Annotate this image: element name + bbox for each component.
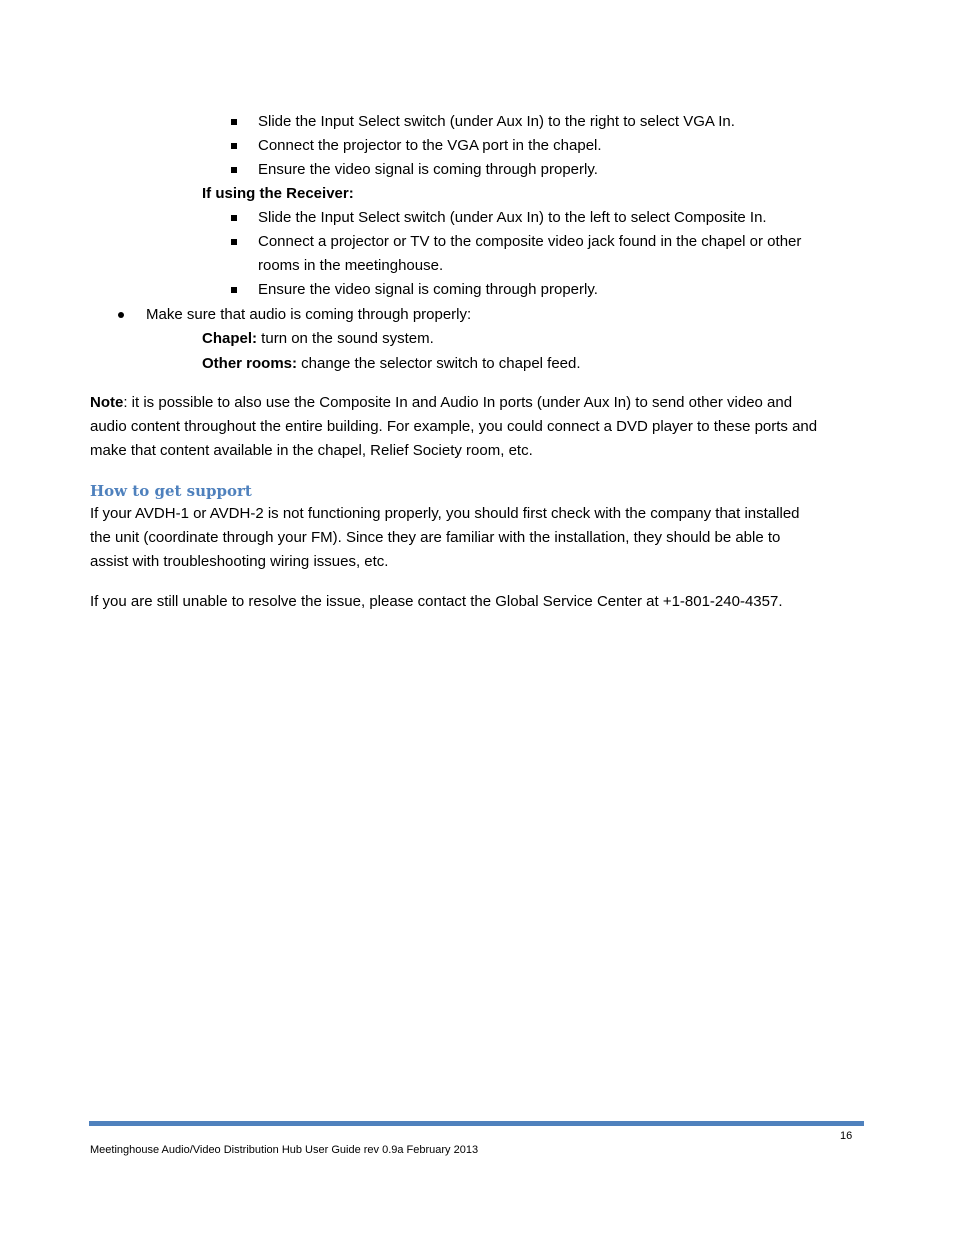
square-bullet-icon: [231, 287, 237, 293]
note-text: : it is possible to also use the Composite In and Audio In ports (under Aux In) to send other video and: [123, 394, 793, 411]
list-item: Slide the Input Select switch (under Aux In) to the left to select Composite In.: [258, 209, 767, 226]
square-bullet-icon: [231, 119, 237, 125]
footer-divider: [89, 1121, 864, 1126]
note-line-1: [90, 394, 792, 412]
list-item: Slide the Input Select switch (under Aux In) to the right to select VGA In.: [258, 113, 735, 130]
square-bullet-icon: [231, 239, 237, 245]
support-paragraph-line-1: If your AVDH-1 or AVDH-2 is not functioning properly, you should first check with the company that installed: [90, 505, 800, 522]
footer-doc-title: Meetinghouse Audio/Video Distribution Hub User Guide rev 0.9a February 2013: [90, 1144, 479, 1156]
note-line-3: make that content available in the chapel, Relief Society room, etc.: [90, 442, 533, 459]
note-line-2: audio content throughout the entire building. For example, you could connect a DVD player to these ports and: [90, 418, 818, 435]
list-item: Ensure the video signal is coming through properly.: [258, 161, 598, 178]
chapel-instruction: [202, 330, 434, 348]
list-item: Connect a projector or TV to the composite video jack found in the chapel or other: [258, 233, 802, 250]
square-bullet-icon: [231, 167, 237, 173]
page-number: 16: [840, 1130, 853, 1142]
list-item: Connect the projector to the VGA port in the chapel.: [258, 137, 602, 154]
note-label: Note: [90, 394, 124, 411]
support-paragraph-line-3: assist with troubleshooting wiring issues, etc.: [90, 553, 389, 570]
round-bullet-icon: [118, 312, 124, 318]
chapel-text: turn on the sound system.: [257, 330, 434, 347]
support-heading: How to get support: [90, 482, 252, 500]
other-rooms-instruction: [202, 355, 581, 373]
other-rooms-label: Other rooms:: [202, 355, 298, 372]
square-bullet-icon: [231, 215, 237, 221]
list-item: Ensure the video signal is coming through properly.: [258, 281, 598, 298]
support-paragraph-line-2: the unit (coordinate through your FM). Since they are familiar with the installation, they should be able to: [90, 529, 781, 546]
audio-check-item: Make sure that audio is coming through properly:: [146, 306, 472, 323]
chapel-label: Chapel:: [202, 330, 258, 347]
receiver-subheading: If using the Receiver:: [202, 185, 354, 202]
square-bullet-icon: [231, 143, 237, 149]
support-contact-paragraph: If you are still unable to resolve the issue, please contact the Global Service Center at +1-801-240-4357.: [90, 593, 783, 610]
other-rooms-text: change the selector switch to chapel feed.: [297, 355, 581, 372]
list-item-continuation: rooms in the meetinghouse.: [258, 257, 444, 274]
